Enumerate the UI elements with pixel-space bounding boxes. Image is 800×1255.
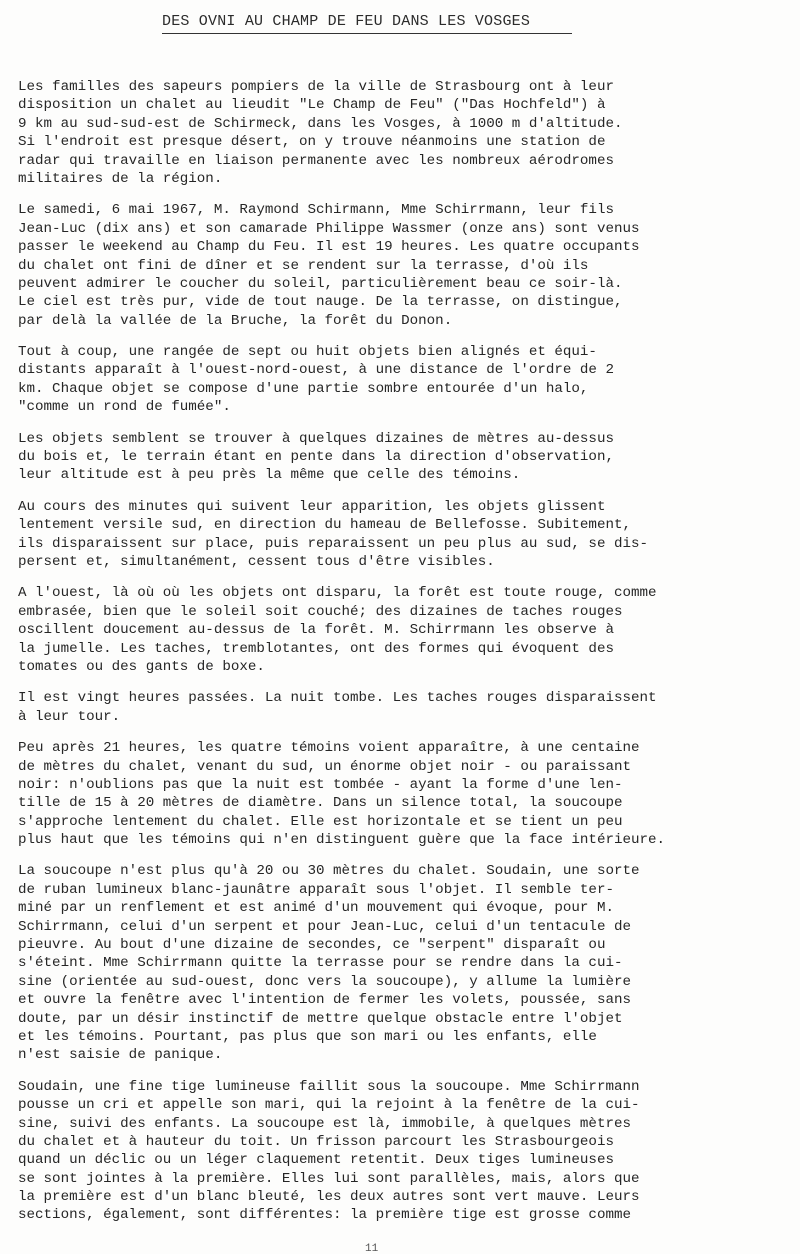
- document-body: [18, 78, 793, 1238]
- text-line: La soucoupe n'est plus qu'à 20 ou 30 mètres du chalet. Soudain, une sorte: [18, 863, 640, 880]
- text-line: par delà la vallée de la Bruche, la forêt du Donon.: [18, 312, 453, 329]
- text-line: pousse un cri et appelle son mari, qui la rejoint à la fenêtre de la cui-: [18, 1097, 640, 1114]
- text-line: Jean-Luc (dix ans) et son camarade Philippe Wassmer (onze ans) sont venus: [18, 220, 640, 237]
- text-line: Peu après 21 heures, les quatre témoins voient apparaître, à une centaine: [18, 740, 640, 757]
- paragraph: [18, 343, 793, 417]
- text-line: Les familles des sapeurs pompiers de la ville de Strasbourg ont à leur: [18, 79, 614, 95]
- text-line: noir: n'oublions pas que la nuit est tombée - ayant la forme d'une len-: [18, 776, 623, 793]
- text-line: Le ciel est très pur, vide de tout nauge. De la terrasse, on distingue,: [18, 294, 623, 311]
- text-line: disposition un chalet au lieudit "Le Champ de Feu" ("Das Hochfeld") à: [18, 97, 606, 114]
- text-line: persent et, simultanément, cessent tous d'être visibles.: [18, 553, 495, 570]
- text-line: doute, par un désir instinctif de mettre quelque obstacle entre l'objet: [18, 1010, 623, 1027]
- text-line: tomates ou des gants de boxe.: [18, 658, 265, 675]
- text-line: Il est vingt heures passées. La nuit tombe. Les taches rouges disparaissent: [18, 690, 657, 707]
- paragraph: [18, 498, 793, 572]
- paragraph: [18, 739, 793, 849]
- page-number: 11: [365, 1243, 379, 1255]
- paragraph: [18, 689, 793, 726]
- text-line: la jumelle. Les taches, tremblotantes, ont des formes qui évoquent des: [18, 640, 614, 657]
- text-line: s'approche lentement du chalet. Elle est horizontale et se tient un peu: [18, 813, 623, 830]
- text-line: quand un déclic ou un léger claquement retentit. Deux tiges lumineuses: [18, 1152, 614, 1169]
- text-line: sections, également, sont différentes: la première tige est grosse comme: [18, 1207, 631, 1224]
- page-title: DES OVNI AU CHAMP DE FEU DANS LES VOSGES: [162, 13, 531, 30]
- paragraph: [18, 430, 793, 485]
- text-line: embrasée, bien que le soleil soit couché; des dizaines de taches rouges: [18, 603, 623, 620]
- text-line: Les objets semblent se trouver à quelques dizaines de mètres au-dessus: [18, 430, 614, 447]
- paragraph: [18, 201, 793, 330]
- text-line: du chalet ont fini de dîner et se rendent sur la terrasse, d'où ils: [18, 257, 589, 274]
- paragraph: [18, 78, 793, 188]
- text-line: Le samedi, 6 mai 1967, M. Raymond Schirmann, Mme Schirrmann, leur fils: [18, 202, 614, 219]
- text-line: Tout à coup, une rangée de sept ou huit objets bien alignés et équi-: [18, 344, 597, 361]
- text-line: radar qui travaille en liaison permanente avec les nombreux aérodromes: [18, 152, 614, 169]
- text-line: peuvent admirer le coucher du soleil, particulièrement beau ce soir-là.: [18, 275, 623, 292]
- text-line: et les témoins. Pourtant, pas plus que son mari ou les enfants, elle: [18, 1028, 597, 1045]
- text-line: s'éteint. Mme Schirrmann quitte la terrasse pour se rendre dans la cui-: [18, 955, 623, 972]
- text-line: lentement versile sud, en direction du hameau de Bellefosse. Subitement,: [18, 517, 631, 534]
- text-line: ils disparaissent sur place, puis reparaissent un peu plus au sud, se dis-: [18, 535, 649, 552]
- text-line: Au cours des minutes qui suivent leur apparition, les objets glissent: [18, 498, 606, 515]
- text-line: militaires de la région.: [18, 170, 223, 187]
- text-line: n'est saisie de panique.: [18, 1047, 223, 1064]
- title-underline: [162, 33, 572, 34]
- paragraph: [18, 862, 793, 1064]
- paragraph: [18, 1078, 793, 1225]
- text-line: km. Chaque objet se compose d'une partie sombre entourée d'un halo,: [18, 380, 589, 397]
- text-line: plus haut que les témoins qui n'en distinguent guère que la face intérieure.: [18, 832, 666, 849]
- text-line: la première est d'un blanc bleuté, les deux autres sont vert mauve. Leurs: [18, 1189, 640, 1206]
- text-line: et ouvre la fenêtre avec l'intention de fermer les volets, poussée, sans: [18, 992, 631, 1009]
- text-line: "comme un rond de fumée".: [18, 399, 231, 416]
- text-line: Schirrmann, celui d'un serpent et pour Jean-Luc, celui d'un tentacule de: [18, 918, 631, 935]
- text-line: de mètres du chalet, venant du sud, un énorme objet noir - ou paraissant: [18, 758, 631, 775]
- text-line: oscillent doucement au-dessus de la forêt. M. Schirrmann les observe à: [18, 622, 614, 639]
- text-line: de ruban lumineux blanc-jaunâtre apparaît sous l'objet. Il semble ter-: [18, 881, 614, 898]
- text-line: Soudain, une fine tige lumineuse faillit sous la soucoupe. Mme Schirrmann: [18, 1078, 640, 1095]
- text-line: sine, suivi des enfants. La soucoupe est là, immobile, à quelques mètres: [18, 1115, 631, 1132]
- text-line: du bois et, le terrain étant en pente dans la direction d'observation,: [18, 449, 614, 466]
- text-line: pieuvre. Au bout d'une dizaine de secondes, ce "serpent" disparaît ou: [18, 937, 606, 954]
- text-line: leur altitude est à peu près la même que celle des témoins.: [18, 467, 521, 484]
- text-line: distants apparaît à l'ouest-nord-ouest, à une distance de l'ordre de 2: [18, 362, 614, 379]
- text-line: se sont jointes à la première. Elles lui sont parallèles, mais, alors que: [18, 1170, 640, 1187]
- text-line: à leur tour.: [18, 708, 121, 725]
- text-line: passer le weekend au Champ du Feu. Il est 19 heures. Les quatre occupants: [18, 239, 640, 256]
- text-line: 9 km au sud-sud-est de Schirmeck, dans les Vosges, à 1000 m d'altitude.: [18, 115, 623, 132]
- text-line: miné par un renflement et est animé d'un mouvement qui évoque, pour M.: [18, 900, 614, 917]
- text-line: sine (orientée au sud-ouest, donc vers la soucoupe), y allume la lumière: [18, 973, 631, 990]
- text-line: tille de 15 à 20 mètres de diamètre. Dans un silence total, la soucoupe: [18, 795, 623, 812]
- text-line: A l'ouest, là où où les objets ont disparu, la forêt est toute rouge, comme: [18, 585, 657, 602]
- text-line: Si l'endroit est presque désert, on y trouve néanmoins une station de: [18, 134, 606, 151]
- text-line: du chalet et à hauteur du toit. Un frisson parcourt les Strasbourgeois: [18, 1133, 614, 1150]
- paragraph: [18, 584, 793, 676]
